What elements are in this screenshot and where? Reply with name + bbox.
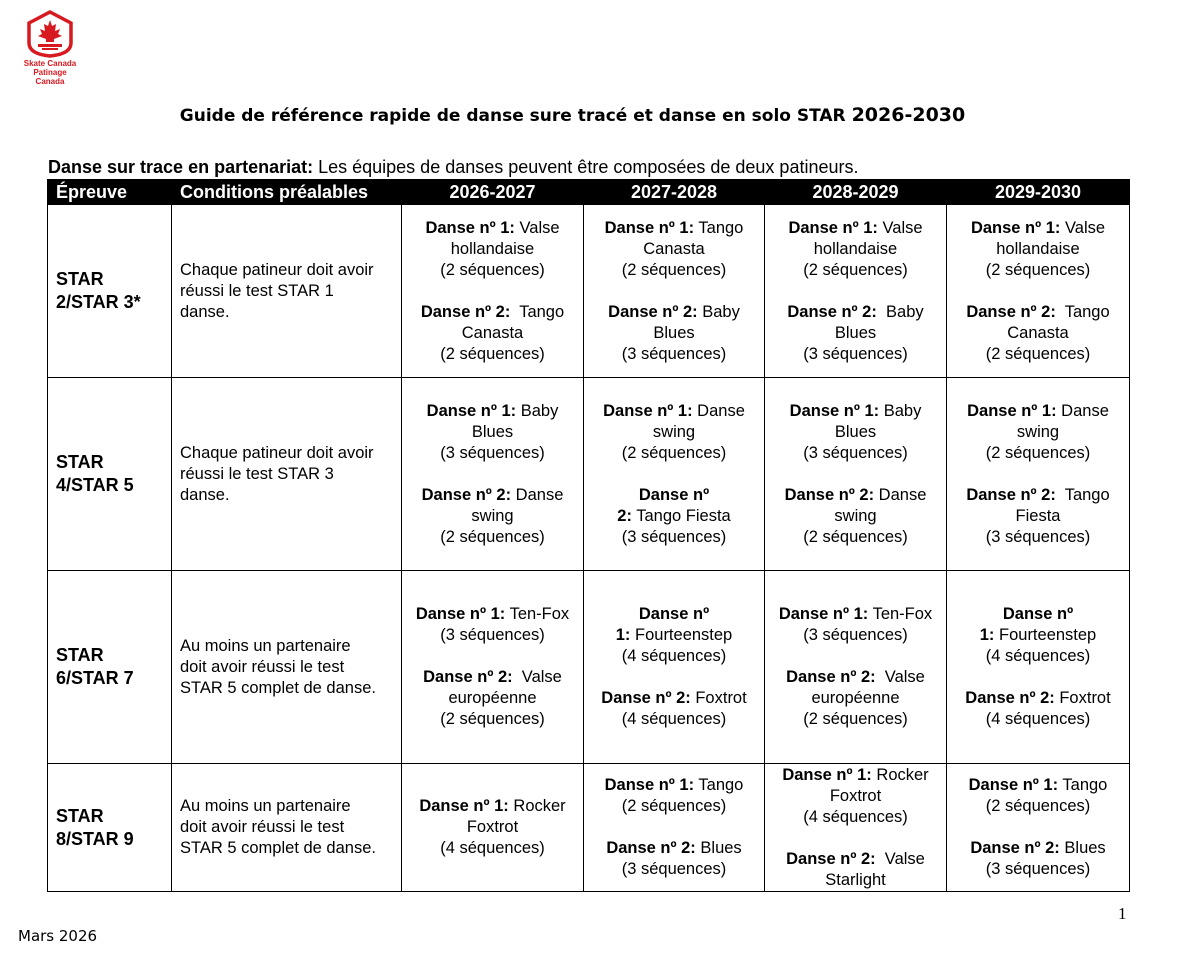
dance-name: Baby [879, 401, 922, 420]
dance-entry [771, 604, 940, 646]
dance-name: Baby [876, 302, 924, 321]
dance-label: Danse nº 1: [782, 765, 872, 784]
event-line: 8/STAR 9 [56, 828, 134, 849]
dance-label: Danse nº 2: [421, 485, 512, 504]
dance-entry [590, 485, 758, 548]
header-epreuve: Épreuve [48, 180, 172, 205]
dance-entry [408, 401, 577, 464]
dance-name: Valse [877, 218, 923, 237]
dance-name: Valse [875, 668, 925, 686]
table-header-row [48, 180, 1130, 205]
dance-cell [947, 378, 1130, 571]
dance-cell [402, 571, 584, 764]
event-cell [48, 764, 172, 892]
dance-cell [765, 378, 947, 571]
title-main: Guide de référence rapide de danse sure tracé et danse en solo STAR [179, 106, 852, 126]
dance-cell [584, 571, 765, 764]
dance-detail: (4 séquences) [621, 710, 727, 728]
dance-spacer [953, 667, 1123, 688]
dance-label: Danse nº 1: [789, 401, 880, 420]
dance-entry [771, 218, 940, 281]
condition-cell [172, 764, 402, 892]
dance-detail: Blues [834, 422, 877, 441]
dance-label: Danse nº 2: [786, 849, 876, 868]
dance-label: Danse nº 2: [606, 839, 696, 857]
dance-label: Danse nº 2: [965, 689, 1055, 707]
dance-detail: (2 séquences) [440, 527, 545, 546]
dance-detail: Blues [834, 323, 877, 342]
dance-entry [771, 485, 940, 548]
dance-spacer [771, 828, 940, 849]
condition-cell [172, 378, 402, 571]
dance-cell [765, 205, 947, 378]
dance-detail: européenne [811, 689, 900, 707]
dance-detail: Canasta [461, 323, 524, 342]
dance-spacer [953, 464, 1123, 485]
dance-entry [590, 401, 758, 464]
dance-name: Baby [697, 302, 740, 321]
dance-label: Danse nº 1: [603, 401, 693, 420]
dance-detail: (4 séquences) [985, 710, 1091, 728]
dance-detail: Starlight [825, 870, 886, 889]
dance-spacer [771, 281, 940, 302]
event-line: STAR [56, 645, 104, 665]
dance-detail: (2 séquences) [440, 344, 545, 363]
dance-entry [953, 485, 1123, 548]
event-line: STAR [56, 452, 104, 472]
dance-name: Valse [512, 668, 562, 686]
header-2027-2028: 2027-2028 [584, 180, 765, 205]
dance-label: 1: [979, 626, 995, 644]
dance-detail: (2 séquences) [985, 260, 1091, 279]
dance-spacer [771, 646, 940, 667]
dance-entry [953, 302, 1123, 365]
dance-label: Danse nº 1: [604, 776, 695, 794]
dance-entry [408, 667, 577, 730]
dance-name: Foxtrot [690, 689, 747, 707]
dance-detail: (2 séquences) [621, 260, 727, 279]
dance-detail: Foxtrot [829, 786, 882, 805]
dance-detail: (3 séquences) [440, 626, 545, 644]
dance-label: Danse nº 1: [778, 605, 869, 623]
intro-label: Danse sur trace en partenariat: [48, 157, 314, 177]
dance-reference-table [47, 179, 1130, 892]
skate-canada-logo [18, 10, 82, 86]
dance-detail: Canasta [1007, 323, 1069, 342]
condition-line: STAR 5 complet de danse. [180, 678, 376, 697]
dance-entry [408, 218, 577, 281]
dance-spacer [590, 464, 758, 485]
table-row [48, 378, 1130, 571]
dance-spacer [590, 281, 758, 302]
dance-name: Ten-Fox [505, 605, 570, 623]
event-line: 6/STAR 7 [56, 668, 134, 688]
dance-entry [590, 218, 758, 281]
event-cell [48, 378, 172, 571]
dance-entry [771, 849, 940, 891]
dance-entry [590, 838, 758, 880]
dance-entry [771, 302, 940, 365]
dance-cell [402, 378, 584, 571]
dance-detail: (3 séquences) [803, 626, 908, 644]
dance-entry [771, 401, 940, 464]
dance-cell [947, 571, 1130, 764]
dance-detail: (3 séquences) [621, 527, 727, 546]
dance-detail: (2 séquences) [803, 710, 908, 728]
dance-detail: (2 séquences) [985, 344, 1091, 363]
dance-spacer [590, 817, 758, 838]
dance-label: Danse nº 2: [786, 668, 876, 686]
dance-entry [953, 838, 1123, 880]
event-line: STAR [56, 805, 104, 826]
event-line: 2/STAR 3* [56, 292, 141, 312]
dance-cell [584, 764, 765, 892]
condition-line: réussi le test STAR 1 [180, 281, 334, 300]
dance-detail: hollandaise [450, 239, 535, 258]
dance-name: Baby [516, 401, 559, 420]
dance-detail: hollandaise [996, 239, 1080, 258]
dance-detail: (3 séquences) [803, 443, 908, 462]
dance-detail: swing [1016, 422, 1060, 441]
header-2026-2027: 2026-2027 [402, 180, 584, 205]
dance-name: Danse [1056, 401, 1109, 420]
dance-entry [590, 604, 758, 667]
dance-spacer [771, 464, 940, 485]
dance-cell [947, 764, 1130, 892]
dance-entry [953, 401, 1123, 464]
page-number: 1 [1118, 904, 1127, 923]
dance-label: Danse nº 2: [420, 302, 511, 321]
dance-detail: Fiesta [1015, 506, 1061, 525]
dance-detail: (3 séquences) [985, 860, 1091, 878]
dance-name: Blues [695, 839, 742, 857]
dance-detail: swing [652, 422, 696, 441]
dance-detail: (3 séquences) [803, 344, 908, 363]
condition-line: danse. [180, 302, 230, 321]
header-2028-2029: 2028-2029 [765, 180, 947, 205]
dance-label: 1: [615, 626, 631, 644]
condition-line: danse. [180, 485, 230, 504]
dance-entry [771, 667, 940, 730]
dance-cell [765, 571, 947, 764]
dance-cell [765, 764, 947, 892]
dance-detail: (2 séquences) [985, 443, 1091, 462]
dance-label: 2: [617, 506, 632, 525]
dance-name: Valse [875, 849, 925, 868]
dance-detail: (4 séquences) [985, 647, 1091, 665]
dance-label: Danse nº 2: [784, 485, 875, 504]
dance-label: Danse nº 2: [970, 839, 1060, 857]
dance-detail: Foxtrot [466, 818, 519, 836]
dance-cell [584, 205, 765, 378]
dance-detail: (2 séquences) [440, 710, 545, 728]
condition-line: Chaque patineur doit avoir [180, 260, 374, 279]
dance-entry [408, 302, 577, 365]
dance-spacer [953, 817, 1123, 838]
dance-spacer [953, 281, 1123, 302]
dance-label: Danse nº 2: [966, 302, 1056, 321]
dance-name: Fourteenstep [994, 626, 1097, 644]
dance-label: Danse nº 1: [970, 218, 1061, 237]
table-row [48, 205, 1130, 378]
intro-text: Les équipes de danses peuvent être composées de deux patineurs. [313, 157, 859, 177]
dance-spacer [408, 281, 577, 302]
dance-detail: (2 séquences) [803, 260, 908, 279]
dance-label: Danse nº 1: [426, 401, 517, 420]
condition-line: réussi le test STAR 3 [180, 464, 334, 483]
dance-label: Danse nº 2: [787, 302, 877, 321]
dance-label: Danse nº 1: [415, 605, 506, 623]
dance-entry [771, 765, 940, 828]
condition-line: Au moins un partenaire [180, 797, 351, 815]
dance-entry [590, 775, 758, 817]
dance-spacer [590, 667, 758, 688]
header-conditions: Conditions préalables [172, 180, 402, 205]
dance-label: Danse nº [638, 485, 710, 504]
dance-detail: swing [471, 506, 514, 525]
dance-detail: européenne [448, 689, 537, 707]
dance-name: Rocker [871, 765, 929, 784]
dance-entry [953, 604, 1123, 667]
dance-detail: (3 séquences) [440, 443, 545, 462]
dance-name: Danse [874, 485, 927, 504]
dance-entry [408, 485, 577, 548]
dance-detail: (2 séquences) [440, 260, 545, 279]
dance-name: Tango [510, 302, 565, 321]
dance-detail: swing [834, 506, 877, 525]
event-line: STAR [56, 269, 104, 289]
table-row [48, 764, 1130, 892]
title-years: 2026-2030 [851, 104, 966, 126]
dance-detail: (2 séquences) [621, 797, 727, 815]
intro-line [48, 157, 858, 178]
dance-label: Danse nº [638, 605, 710, 623]
footer-date: Mars 2026 [18, 927, 98, 945]
condition-cell [172, 205, 402, 378]
table-row [48, 571, 1130, 764]
dance-label: Danse nº 2: [608, 302, 698, 321]
dance-name: Danse [511, 485, 564, 504]
dance-spacer [408, 646, 577, 667]
dance-name: Tango [694, 218, 744, 237]
dance-name: Danse [692, 401, 745, 420]
dance-label: Danse nº 1: [419, 797, 509, 815]
logo-line-2: Patinage Canada [33, 68, 67, 86]
dance-label: Danse nº 1: [967, 401, 1057, 420]
dance-entry [590, 688, 758, 730]
dance-label: Danse nº 1: [425, 218, 515, 237]
dance-label: Danse nº 1: [968, 776, 1059, 794]
dance-label: Danse nº 2: [601, 689, 691, 707]
dance-detail: Canasta [643, 239, 705, 258]
dance-name: Rocker [508, 797, 566, 815]
dance-name: Fourteenstep [630, 626, 733, 644]
dance-name: Tango [1055, 302, 1110, 321]
dance-detail: (2 séquences) [985, 797, 1091, 815]
dance-entry [408, 604, 577, 646]
logo-line-1: Skate Canada [23, 59, 77, 68]
condition-line: Chaque patineur doit avoir [180, 443, 374, 462]
dance-name: Blues [1059, 839, 1106, 857]
dance-label: Danse nº 2: [423, 668, 513, 686]
dance-label: Danse nº 2: [966, 485, 1056, 504]
dance-detail: (4 séquences) [621, 647, 727, 665]
dance-detail: (2 séquences) [621, 443, 727, 462]
condition-line: STAR 5 complet de danse. [180, 839, 376, 857]
dance-label: Danse nº 1: [604, 218, 695, 237]
dance-name: Foxtrot [1054, 689, 1111, 707]
dance-detail: (3 séquences) [985, 527, 1091, 546]
dance-name: Tango [694, 776, 744, 794]
dance-label: Danse nº 1: [788, 218, 878, 237]
event-cell [48, 205, 172, 378]
dance-entry [408, 796, 577, 859]
condition-line: doit avoir réussi le test [180, 818, 345, 836]
dance-detail: (2 séquences) [803, 527, 908, 546]
header-2029-2030: 2029-2030 [947, 180, 1130, 205]
dance-entry [953, 218, 1123, 281]
condition-cell [172, 571, 402, 764]
dance-cell [947, 205, 1130, 378]
dance-detail: (3 séquences) [621, 860, 727, 878]
condition-line: doit avoir réussi le test [180, 657, 345, 676]
dance-name: Ten-Fox [868, 605, 933, 623]
event-cell [48, 571, 172, 764]
dance-cell [584, 378, 765, 571]
maple-leaf-skate-icon [24, 10, 76, 58]
dance-name: Valse [1060, 218, 1106, 237]
dance-detail: (4 séquences) [440, 839, 545, 857]
dance-detail: hollandaise [813, 239, 898, 258]
dance-cell [402, 764, 584, 892]
dance-spacer [408, 464, 577, 485]
dance-detail: (4 séquences) [803, 807, 908, 826]
dance-label: Danse nº [1002, 605, 1074, 623]
dance-cell [402, 205, 584, 378]
dance-name: Valse [514, 218, 560, 237]
dance-entry [953, 688, 1123, 730]
dance-name: Tango [1058, 776, 1108, 794]
dance-name: Tango [1055, 485, 1110, 504]
dance-detail: Blues [471, 422, 514, 441]
dance-detail: Blues [653, 323, 695, 342]
dance-detail: (3 séquences) [621, 344, 727, 363]
dance-name: Tango Fiesta [631, 506, 731, 525]
dance-entry [590, 302, 758, 365]
event-line: 4/STAR 5 [56, 475, 134, 495]
condition-line: Au moins un partenaire [180, 636, 351, 655]
dance-entry [953, 775, 1123, 817]
document-title [0, 104, 1145, 126]
